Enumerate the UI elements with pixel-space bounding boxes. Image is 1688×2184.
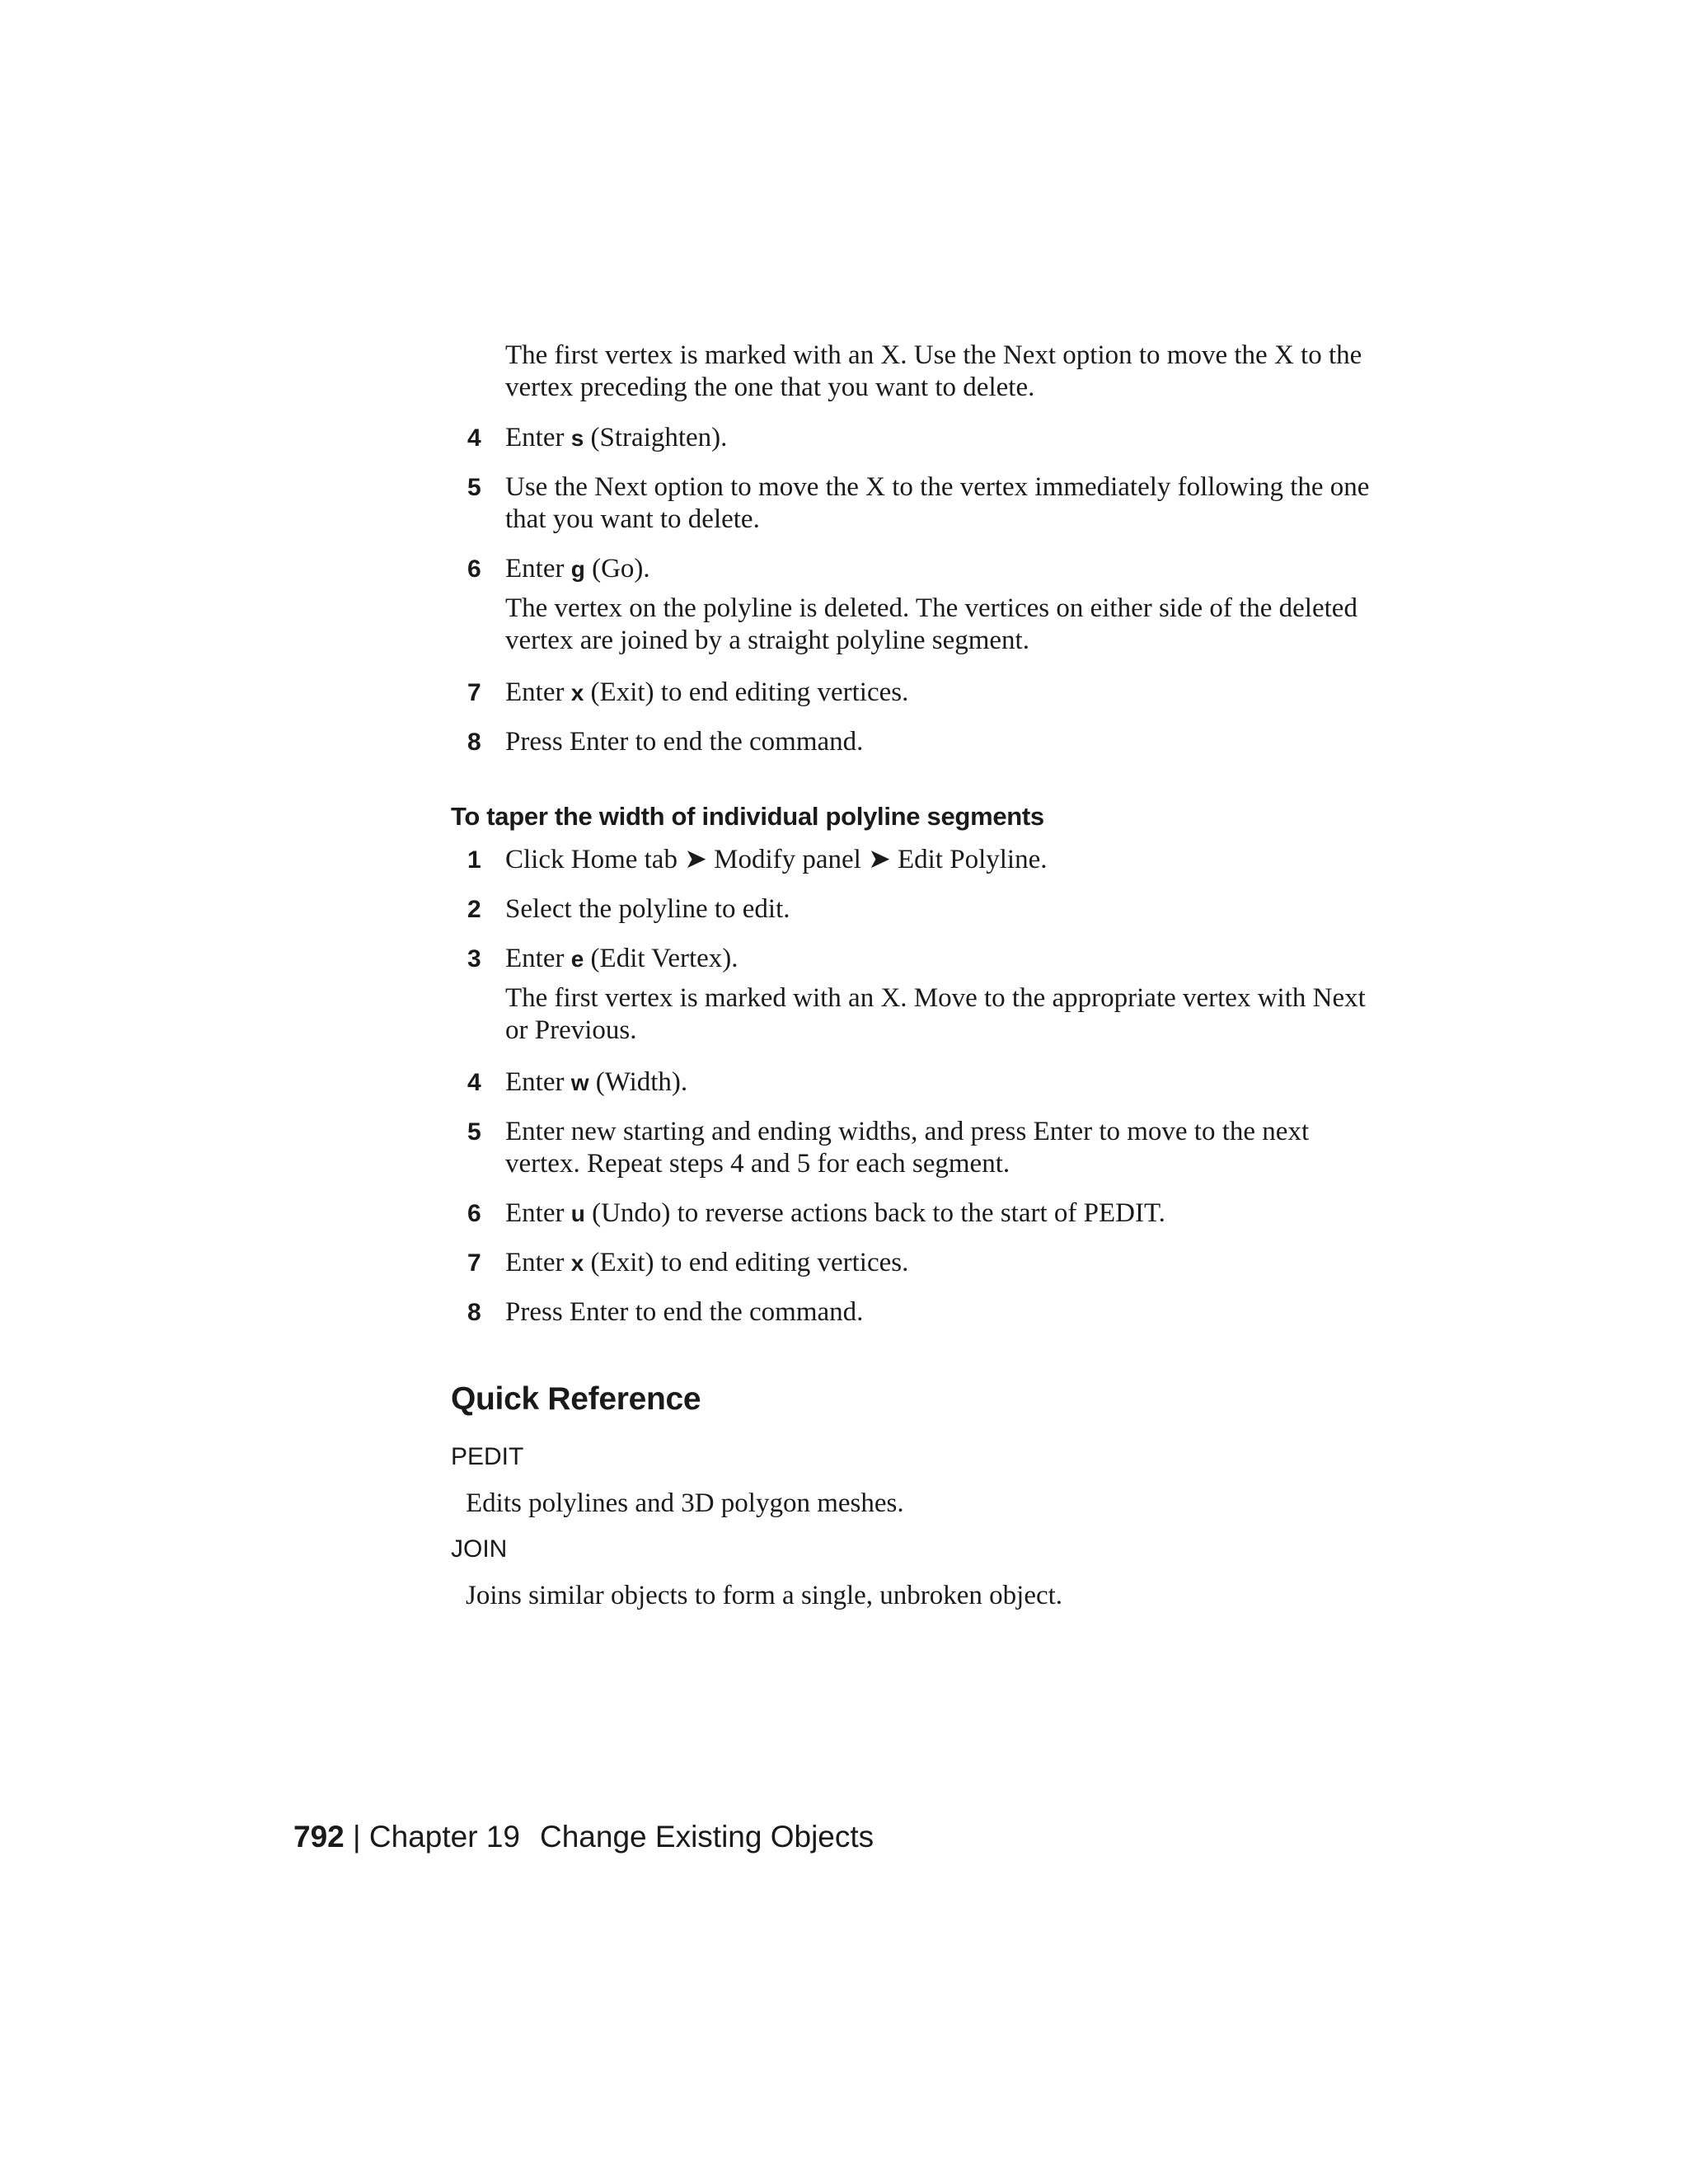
list-item xyxy=(451,1247,1374,1279)
step-number: 8 xyxy=(467,1299,481,1326)
step-number: 6 xyxy=(467,555,481,583)
list-item xyxy=(451,1296,1374,1329)
step-number: 3 xyxy=(467,945,481,972)
list-item xyxy=(451,1197,1374,1230)
page-footer xyxy=(293,1819,874,1855)
step-text: Enter x (Exit) to end editing vertices. xyxy=(505,677,909,707)
step-number: 5 xyxy=(467,474,481,501)
step-number: 1 xyxy=(467,846,481,874)
list-item xyxy=(451,943,1374,1047)
command-description-join: Joins similar objects to form a single, unbroken object. xyxy=(466,1581,1063,1610)
list-item xyxy=(451,1116,1374,1180)
step-text: Press Enter to end the command. xyxy=(505,1297,864,1327)
section1-intro: The first vertex is marked with an X. Use the Next option to move the X to the vertex preceding the one that you want to delete. xyxy=(505,340,1362,402)
step-number: 2 xyxy=(467,896,481,923)
step-number: 6 xyxy=(467,1200,481,1227)
section2-step-list xyxy=(451,844,1374,1329)
command-key: s xyxy=(570,425,584,451)
quick-reference-heading: Quick Reference xyxy=(451,1381,701,1417)
command-key: e xyxy=(570,946,584,972)
step-text: Enter new starting and ending widths, and press Enter to move to the next vertex. Repeat steps 4 and 5 for each segment. xyxy=(505,1117,1310,1179)
list-item xyxy=(451,893,1374,926)
page-content xyxy=(451,340,1374,1612)
section1-step-list xyxy=(451,422,1374,758)
step-text: Click Home tab ➤ Modify panel ➤ Edit Polyline. xyxy=(505,845,1048,874)
page-number: 792 xyxy=(293,1820,345,1854)
step-text: Use the Next option to move the X to the vertex immediately following the one that you want to delete. xyxy=(505,472,1370,534)
step-number: 7 xyxy=(467,1249,481,1277)
list-item xyxy=(451,553,1374,657)
step-text: Enter s (Straighten). xyxy=(505,423,728,452)
list-item xyxy=(451,471,1374,536)
command-name-pedit: PEDIT xyxy=(451,1443,524,1470)
chapter-label: Chapter 19 xyxy=(368,1820,520,1854)
step-note: The vertex on the polyline is deleted. The vertices on either side of the deleted vertex are joined by a straight polyline segment. xyxy=(505,593,1357,655)
step-number: 4 xyxy=(467,1069,481,1096)
step-number: 8 xyxy=(467,729,481,756)
command-key: x xyxy=(570,1250,584,1276)
command-name-join: JOIN xyxy=(451,1535,508,1563)
step-text: Select the polyline to edit. xyxy=(505,894,790,924)
command-key: w xyxy=(570,1070,589,1095)
command-key: x xyxy=(570,680,584,705)
step-text: Enter e (Edit Vertex). xyxy=(505,944,738,973)
command-description-pedit: Edits polylines and 3D polygon meshes. xyxy=(466,1488,904,1518)
step-number: 5 xyxy=(467,1118,481,1146)
command-key: u xyxy=(570,1201,585,1226)
footer-separator: | xyxy=(353,1820,361,1854)
list-item xyxy=(451,844,1374,876)
step-text: Enter g (Go). xyxy=(505,554,650,583)
list-item xyxy=(451,422,1374,454)
step-text: Enter w (Width). xyxy=(505,1067,688,1097)
list-item xyxy=(451,726,1374,758)
step-note: The first vertex is marked with an X. Move to the appropriate vertex with Next or Previous. xyxy=(505,983,1366,1045)
quick-reference-list xyxy=(451,1442,1374,1612)
step-text: Enter x (Exit) to end editing vertices. xyxy=(505,1248,909,1277)
chapter-title: Change Existing Objects xyxy=(540,1820,874,1854)
list-item xyxy=(451,1066,1374,1099)
step-text: Enter u (Undo) to reverse actions back to the start of PEDIT. xyxy=(505,1198,1165,1228)
step-number: 7 xyxy=(467,679,481,706)
procedure-heading: To taper the width of individual polyline segments xyxy=(451,802,1044,831)
step-text: Press Enter to end the command. xyxy=(505,727,864,757)
step-number: 4 xyxy=(467,424,481,452)
command-key: g xyxy=(570,556,585,582)
list-item xyxy=(451,677,1374,709)
